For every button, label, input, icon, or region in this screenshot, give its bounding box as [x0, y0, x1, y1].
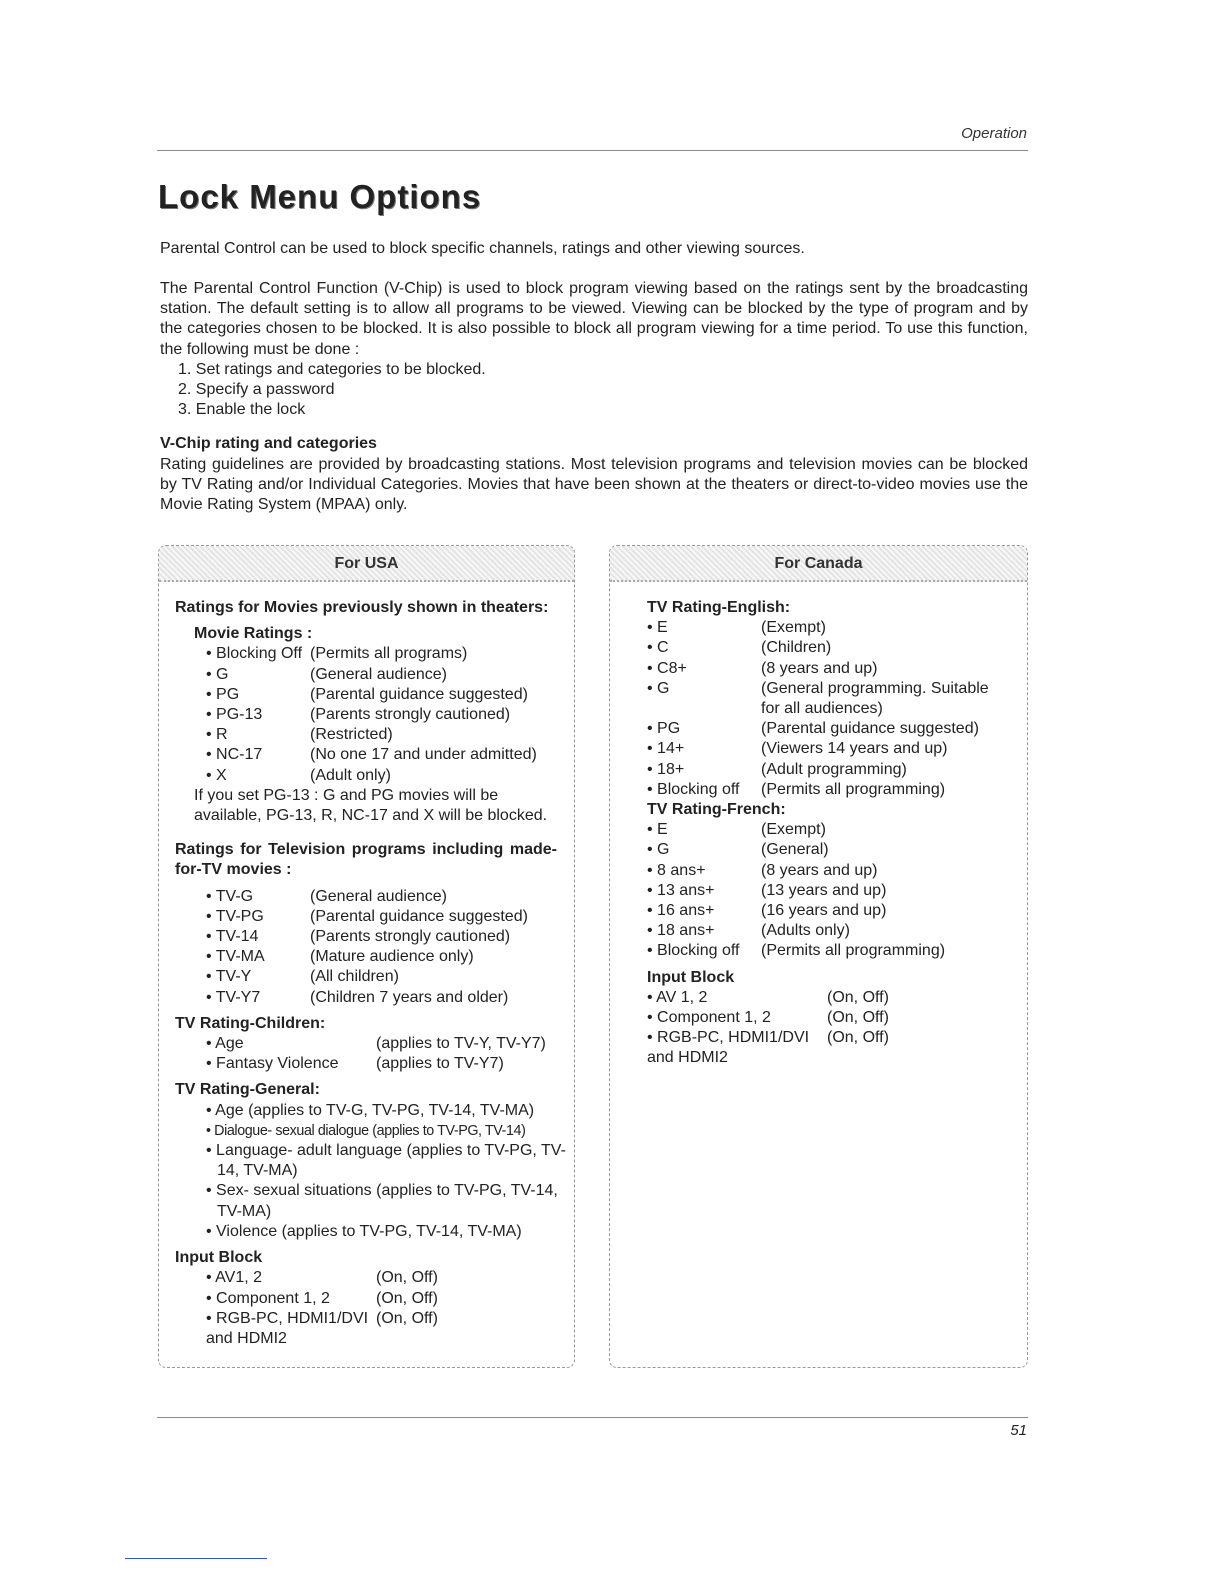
section-heading: Input Block: [175, 1249, 263, 1267]
rating-row: [647, 881, 1007, 901]
rating-row: [647, 840, 1007, 860]
rating-row: [206, 705, 558, 725]
rating-term: • R: [206, 726, 228, 744]
section-heading: TV Rating-General:: [175, 1081, 320, 1099]
rating-description: (On, Off): [827, 988, 889, 1006]
rating-row: [206, 927, 558, 947]
rating-term: • PG: [647, 720, 681, 738]
section-heading: Input Block: [647, 968, 735, 986]
rating-term: • 14+: [647, 740, 685, 758]
rating-row: [647, 1028, 1007, 1068]
rating-description: (Adult only): [310, 766, 391, 784]
rating-description: (Adults only): [761, 922, 850, 940]
rating-row: [647, 901, 1007, 921]
rating-description: (Permits all programming): [761, 942, 946, 960]
rating-row: [206, 665, 558, 685]
steps-list: [160, 360, 1028, 421]
rating-term: • X: [206, 766, 227, 784]
rating-row: [647, 719, 1007, 739]
rating-description: (Adult programming): [761, 760, 907, 778]
rating-row: [647, 739, 1007, 759]
rating-description: (Parental guidance suggested): [310, 685, 528, 703]
rating-term: • Blocking Off: [206, 645, 303, 663]
page-number: 51: [1010, 1422, 1027, 1439]
rating-row: [647, 760, 1007, 780]
rating-description: (8 years and up): [761, 861, 878, 879]
rating-term: • NC-17: [206, 746, 263, 764]
rating-description: (16 years and up): [761, 902, 887, 920]
rating-term: • PG: [206, 685, 240, 703]
rating-description: (Permits all programs): [310, 645, 468, 663]
rating-row: [647, 780, 1007, 800]
step: 3. Enable the lock: [178, 401, 306, 419]
rating-description: (Parents strongly cautioned): [310, 706, 511, 724]
rating-term: • C: [647, 639, 669, 657]
rating-row: [206, 907, 558, 927]
general-item: • Age (applies to TV-G, TV-PG, TV-14, TV-MA): [206, 1101, 535, 1119]
rating-term: • 18+: [647, 760, 685, 778]
rating-row: [647, 941, 1007, 961]
rating-row: [206, 1289, 558, 1309]
rating-row: [206, 947, 558, 967]
rating-description: (applies to TV-Y, TV-Y7): [376, 1035, 546, 1053]
general-item: • Language- adult language (applies to TV-PG, TV-14, TV-MA): [206, 1142, 566, 1180]
rating-row: [647, 618, 1007, 638]
general-item: • Dialogue- sexual dialogue (applies to TV-PG, TV-14): [206, 1122, 526, 1139]
rating-row: [206, 745, 558, 765]
rating-row: [206, 988, 558, 1008]
rating-description: (On, Off): [376, 1289, 438, 1307]
rating-description: (General audience): [310, 665, 447, 683]
rating-term: • C8+: [647, 659, 687, 677]
rating-row: [647, 659, 1007, 679]
section-heading: Ratings for Movies previously shown in theaters:: [175, 599, 549, 616]
rating-description: (Viewers 14 years and up): [761, 740, 948, 758]
rating-term: • TV-Y7: [206, 988, 261, 1006]
rating-term: • 13 ans+: [647, 881, 715, 899]
rating-description: (General): [761, 841, 829, 859]
spacer: [175, 826, 558, 840]
rating-row: [647, 820, 1007, 840]
rating-description: (Exempt): [761, 821, 826, 839]
rating-row: [647, 861, 1007, 881]
rating-term: • TV-PG: [206, 907, 264, 925]
rating-row: [206, 685, 558, 705]
rating-row: [206, 1054, 558, 1074]
rating-row: [206, 967, 558, 987]
general-item: • Violence (applies to TV-PG, TV-14, TV-MA): [206, 1222, 522, 1240]
rating-term: • Blocking off: [647, 780, 740, 798]
rating-term: • TV-G: [206, 887, 254, 905]
rating-row: [206, 644, 558, 664]
rating-description: (Permits all programming): [761, 780, 946, 798]
rating-term: • G: [647, 679, 670, 697]
blue-rule: [125, 1558, 267, 1559]
rating-term: • AV 1, 2: [647, 988, 708, 1006]
section-heading: TV Rating-Children:: [175, 1014, 326, 1032]
rating-description: (Children 7 years and older): [310, 988, 509, 1006]
rating-term: • 16 ans+: [647, 902, 715, 920]
rating-description: (On, Off): [376, 1269, 438, 1287]
rating-description: (applies to TV-Y7): [376, 1055, 504, 1073]
rating-row: [206, 887, 558, 907]
rating-term: • RGB-PC, HDMI1/DVI and HDMI2: [647, 1029, 810, 1067]
section-heading: TV Rating-French:: [647, 801, 786, 819]
rating-description: (Parental guidance suggested): [761, 720, 979, 738]
vchip-description: The Parental Control Function (V-Chip) is used to block program viewing based on the ratings sent by the broadcasting station. The default setting is to allow all programs to be viewed. Viewing can be blocked by the type of program and by the categories chosen to be blocked. It is also possible to block all program viewing for a time period. To use this function, the following must be done :: [160, 280, 1028, 358]
section-heading: Movie Ratings :: [194, 625, 313, 643]
rating-row: [647, 679, 1007, 719]
rating-description: (On, Off): [827, 1009, 889, 1027]
rating-term: • AV1, 2: [206, 1269, 263, 1287]
rating-row: [647, 921, 1007, 941]
rating-row: [647, 988, 1007, 1008]
step: 1. Set ratings and categories to be blocked.: [178, 361, 486, 378]
rating-term: • TV-MA: [206, 948, 265, 966]
rating-row: [647, 638, 1007, 658]
rating-description: (On, Off): [376, 1309, 438, 1327]
rating-row: [206, 1309, 558, 1349]
section-heading: TV Rating-English:: [647, 599, 791, 616]
section-heading: Ratings for Television programs including made-for-TV movies :: [175, 841, 557, 879]
intro-text: Parental Control can be used to block specific channels, ratings and other viewing sources.: [160, 240, 805, 257]
step: 2. Specify a password: [178, 381, 335, 399]
vchip-heading: V-Chip rating and categories: [160, 435, 377, 452]
rating-row: [647, 1008, 1007, 1028]
rating-row: [206, 766, 558, 786]
rating-description: (8 years and up): [761, 659, 878, 677]
rating-term: • Component 1, 2: [647, 1009, 771, 1027]
rating-term: • 8 ans+: [647, 861, 706, 879]
rating-term: • E: [647, 619, 668, 637]
rating-description: (All children): [310, 968, 399, 986]
rating-description: (Parental guidance suggested): [310, 907, 528, 925]
rating-description: (No one 17 and under admitted): [310, 746, 537, 764]
rating-description: (General audience): [310, 887, 447, 905]
rating-term: • Blocking off: [647, 942, 740, 960]
rating-row: [206, 1268, 558, 1288]
rating-term: • TV-14: [206, 928, 259, 946]
page-title: Lock Menu Options: [158, 178, 482, 215]
rating-term: • G: [206, 665, 229, 683]
general-item: • Sex- sexual situations (applies to TV-PG, TV-14, TV-MA): [206, 1182, 558, 1220]
rating-description: (Restricted): [310, 726, 393, 744]
footer-rule: [157, 1417, 1028, 1418]
rating-term: • Component 1, 2: [206, 1289, 330, 1307]
rating-description: (On, Off): [827, 1029, 889, 1047]
rating-term: • 18 ans+: [647, 922, 715, 940]
rating-term: • RGB-PC, HDMI1/DVI and HDMI2: [206, 1309, 369, 1347]
rating-term: • E: [647, 821, 668, 839]
rating-row: [206, 1034, 558, 1054]
section-label: Operation: [961, 125, 1027, 142]
usa-box-title: For USA: [159, 546, 574, 582]
rating-row: [206, 725, 558, 745]
rating-term: • Age: [206, 1035, 244, 1053]
usa-box: [158, 545, 575, 1368]
vchip-text: Rating guidelines are provided by broadcasting stations. Most television programs and television movies can be blocked by TV Rating and/or Individual Categories. Movies that have been shown at the theaters or direct-to-video movies use the Movie Rating System (MPAA) only.: [160, 456, 1028, 514]
canada-box-title: For Canada: [610, 546, 1027, 582]
rating-term: • PG-13: [206, 706, 263, 724]
rating-description: (Exempt): [761, 619, 826, 637]
rating-term: • Fantasy Violence: [206, 1055, 339, 1073]
header-rule: [157, 150, 1028, 151]
rating-description: (13 years and up): [761, 881, 887, 899]
rating-term: • TV-Y: [206, 968, 252, 986]
rating-term: • G: [647, 841, 670, 859]
rating-description: (Mature audience only): [310, 948, 474, 966]
rating-description: (Parents strongly cautioned): [310, 928, 511, 946]
rating-description: (Children): [761, 639, 832, 657]
canada-box: [609, 545, 1028, 1368]
movie-note: If you set PG-13 : G and PG movies will be available, PG-13, R, NC-17 and X will be blocked.: [194, 786, 548, 825]
rating-description: (General programming. Suitable for all audiences): [761, 679, 989, 718]
